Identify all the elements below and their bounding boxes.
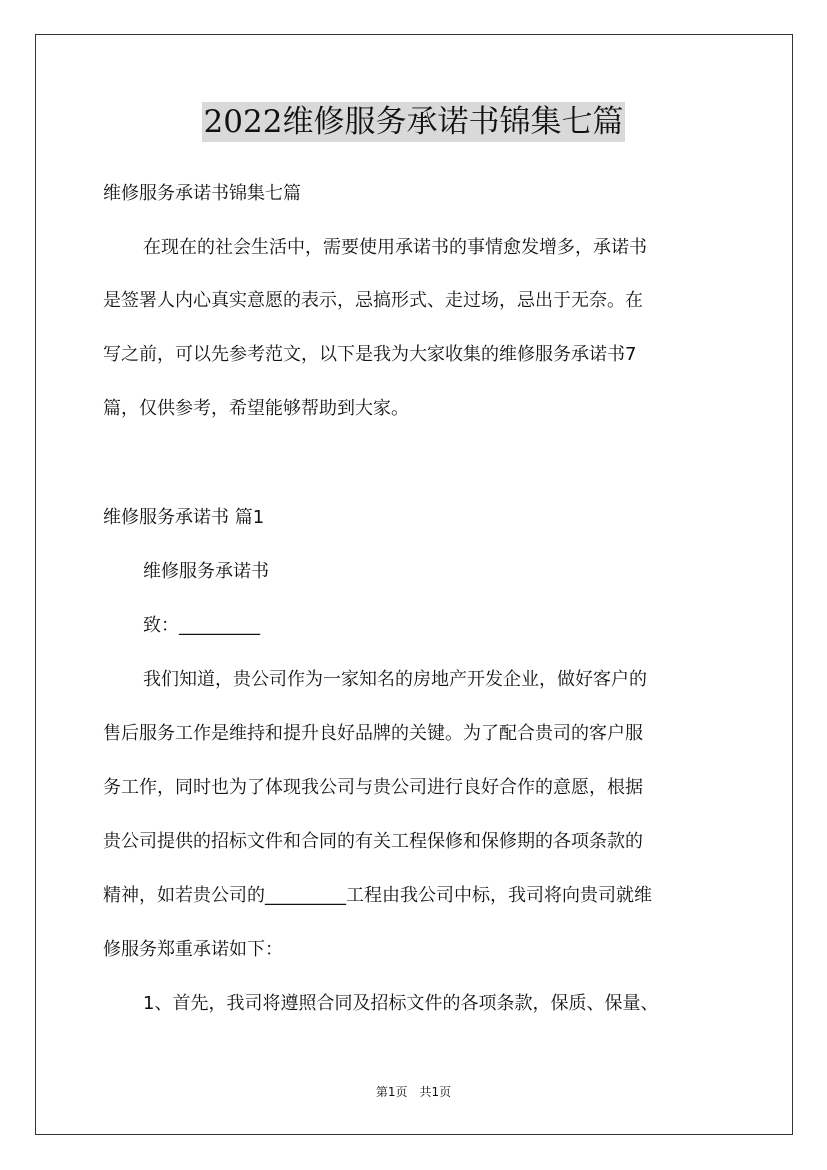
body-line-3: 务工作，同时也为了体现我公司与贵公司进行良好合作的意愿，根据: [103, 777, 643, 798]
letter-title: 维修服务承诺书: [143, 561, 269, 582]
intro-line-1: 在现在的社会生活中，需要使用承诺书的事情愈发增多，承诺书: [143, 237, 647, 258]
body-line-6: 修服务郑重承诺如下：: [103, 939, 283, 960]
page-footer: 第1页 共1页: [375, 1085, 452, 1099]
intro-line-4: 篇，仅供参考，希望能够帮助到大家。: [103, 398, 409, 419]
intro-line-2: 是签署人内心真实意愿的表示，忌搞形式、走过场，忌出于无奈。在: [103, 290, 643, 311]
body-line-4: 贵公司提供的招标文件和合同的有关工程保修和保修期的各项条款的: [103, 831, 643, 852]
body-line-2: 售后服务工作是维持和提升良好品牌的关键。为了配合贵司的客户服: [103, 723, 643, 744]
body-line-1: 我们知道，贵公司作为一家知名的房地产开发企业，做好客户的: [143, 669, 647, 690]
salutation: 致：_________: [143, 615, 260, 636]
body-line-5: 精神，如若贵公司的_________工程由我公司中标，我司将向贵司就维: [103, 885, 652, 906]
document-title: [0, 98, 827, 146]
item-1: 1、首先，我司将遵照合同及招标文件的各项条款，保质、保量、: [143, 993, 659, 1014]
document-title-text: 2022维修服务承诺书锦集七篇: [203, 104, 624, 140]
section-heading: 维修服务承诺书 篇1: [103, 507, 265, 528]
document-subtitle: 维修服务承诺书锦集七篇: [103, 183, 301, 204]
intro-line-3: 写之前，可以先参考范文，以下是我为大家收集的维修服务承诺书7: [103, 344, 637, 365]
